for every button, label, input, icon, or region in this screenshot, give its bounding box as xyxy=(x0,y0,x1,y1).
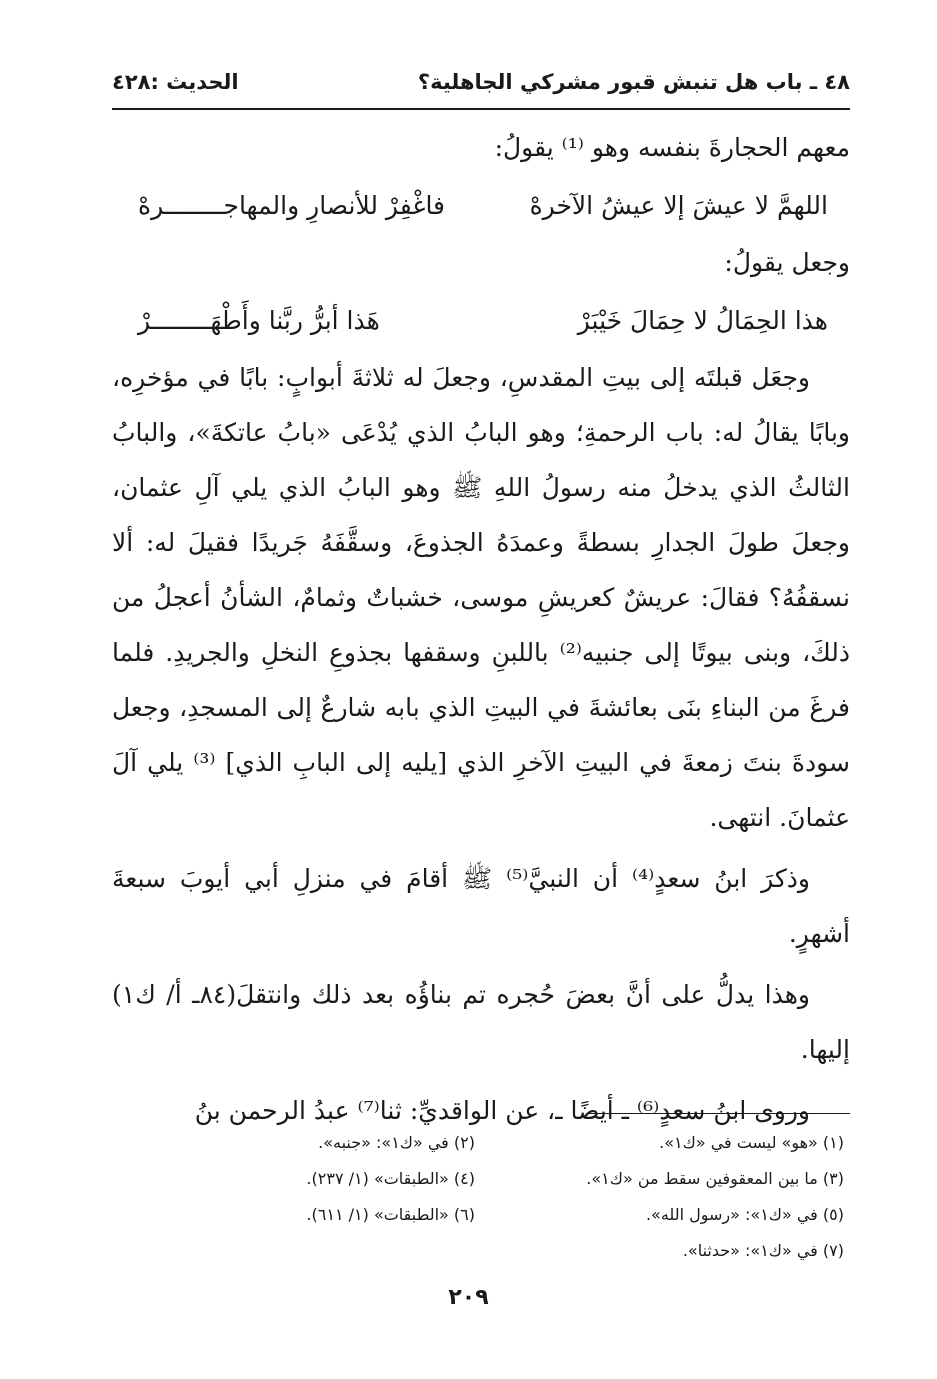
verse-2 xyxy=(112,290,850,350)
verse-1-second-hemistich: فاغْفِرْ للأنصارِ والمهاجــــــــرهْ xyxy=(138,190,446,220)
footnote-6: (٦) «الطبقات» (١/ ٦١١). xyxy=(306,1204,475,1224)
verse-1-first-hemistich: اللهمَّ لا عيشَ إلا عيشُ الآخرهْ xyxy=(529,190,828,220)
running-header xyxy=(112,62,850,102)
verse-2-second-hemistich: هَذا أبرُّ ربَّنا وأَطْهَــــــــرْ xyxy=(138,305,380,335)
footnote-divider xyxy=(588,1113,850,1114)
paragraph-waqidi: وروى ابنُ سعدٍ⁽⁶⁾ ـ أيضًا ـ، عن الواقديِّ: ثنا⁽⁷⁾ عبدُ الرحمن بنُ xyxy=(194,1096,810,1125)
footnote-7: (٧) في «ك١»: «حدثنا». xyxy=(682,1240,844,1260)
footnote-5: (٥) في «ك١»: «رسول الله». xyxy=(645,1204,844,1224)
footnote-row xyxy=(112,1124,850,1160)
main-text xyxy=(112,120,850,1138)
paragraph-mosque-description: وجعَل قبلتَه إلى بيتِ المقدسِ، وجعلَ له ثلاثةَ أبوابٍ: بابًا في مؤخرِه، وبابًا يقالُ له: باب الرحمةِ؛ وهو البابُ الذي يُدْعَى «بابُ عاتكةَ»، والبابُ الثالثُ الذي يدخلُ منه رسولُ اللهِ ﷺ وهو البابُ الذي يلي آلِ عثمان، وجعلَ طولَ الجدارِ بسطةً وعمدَهُ الجذوعَ، وسقَّفَهُ جَريدًا فقيلَ له: ألا نسقفُهُ؟ فقالَ: عريشٌ كعريشِ موسى، خشباتٌ وثمامٌ، الشأنُ أعجلُ من ذلكَ، وبنى بيوتًا إلى جنبيه⁽²⁾ باللبنِ وسقفها بجذوعِ النخلِ والجريدِ. فلما فرغَ من البناءِ بنَى بعائشةَ في البيتِ الذي بابه شارعٌ إلى المسجدِ، وجعل سودةَ بنتَ زمعةَ في البيتِ الآخرِ الذي [يليه إلى البابِ الذي] ⁽³⁾ يلي آلَ عثمانَ. انتهى. xyxy=(112,363,850,832)
hadith-reference: الحديث :٤٢٨ xyxy=(112,70,239,94)
footnote-row xyxy=(112,1232,850,1268)
footnotes xyxy=(112,1124,850,1268)
header-divider xyxy=(112,108,850,110)
verse-2-first-hemistich: هذا الحِمَالُ لا حِمَالَ خَيْبَرْ xyxy=(577,305,828,335)
verse-1 xyxy=(112,175,850,235)
paragraph-ibn-saad: وذكرَ ابنُ سعدٍ⁽⁴⁾ أن النبيَّ⁽⁵⁾ ﷺ أقامَ في منزلِ أبي أيوبَ سبعةَ أشهرٍ. xyxy=(112,864,850,948)
footnote-3: (٣) ما بين المعقوفين سقط من «ك١». xyxy=(586,1168,844,1188)
footnote-2: (٢) في «ك١»: «جنبه». xyxy=(318,1132,475,1152)
footnote-row xyxy=(112,1196,850,1232)
mid-line: وجعل يقولُ: xyxy=(724,248,850,277)
footnote-row xyxy=(112,1160,850,1196)
intro-line: معهم الحجارةَ بنفسه وهو ⁽¹⁾ يقولُ: xyxy=(494,133,850,162)
footnote-4: (٤) «الطبقات» (١/ ٢٣٧). xyxy=(306,1168,475,1188)
page-number: ٢٠٩ xyxy=(448,1285,489,1310)
paragraph-rooms: وهذا يدلُّ على أنَّ بعضَ حُجره تم بناؤُه بعد ذلك وانتقلَ(٨٤ـ أ/ ك١) إليها. xyxy=(112,980,850,1064)
footnote-1: (١) «هو» ليست في «ك١». xyxy=(659,1132,844,1152)
chapter-title: ٤٨ ـ باب هل تنبش قبور مشركي الجاهلية؟ xyxy=(417,70,850,94)
